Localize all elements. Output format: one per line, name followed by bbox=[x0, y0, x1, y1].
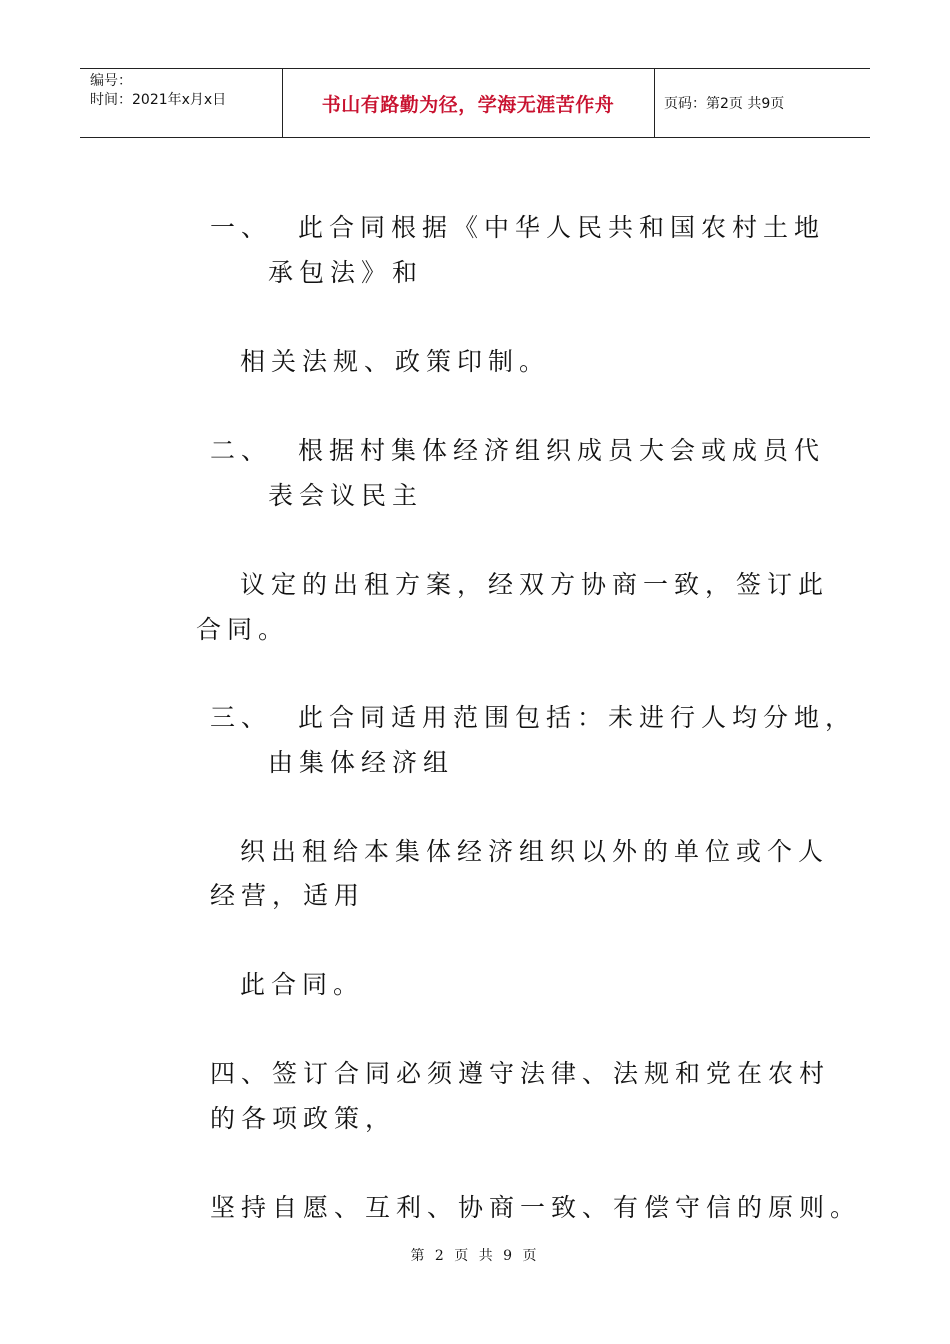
header-slogan: 书山有路勤为径，学海无涯苦作舟 bbox=[321, 93, 615, 116]
header-page-cell bbox=[654, 69, 870, 137]
clause-3-line-2: 由集体经济组 bbox=[268, 748, 455, 777]
clause-2-line-3: 议定的出租方案，经双方协商一致，签订此 bbox=[240, 570, 830, 599]
clause-4-line-3: 坚持自愿、互利、协商一致、有偿守信的原则。 bbox=[210, 1193, 862, 1222]
clause-3-line-4: 经营，适用 bbox=[210, 881, 366, 910]
clause-1-marker: 一、 bbox=[210, 213, 273, 242]
clause-3-marker: 三、 bbox=[210, 703, 273, 732]
page-footer: 第 2 页 共 9 页 bbox=[410, 1248, 540, 1264]
clause-2-line-4: 合同。 bbox=[196, 615, 290, 644]
header-slogan-cell bbox=[282, 69, 655, 137]
clause-3-line-1: 此合同适用范围包括：未进行人均分地， bbox=[298, 703, 857, 732]
document-header bbox=[80, 68, 870, 138]
clause-4-line-2: 的各项政策， bbox=[210, 1104, 397, 1133]
document-time-label: 时间：2021年x月x日 bbox=[90, 92, 227, 108]
document-number-label: 编号： bbox=[90, 73, 132, 89]
clause-2-marker: 二、 bbox=[210, 436, 273, 465]
header-page-number: 页码：第2页 共9页 bbox=[664, 96, 785, 112]
header-meta-cell bbox=[80, 69, 283, 137]
clause-4-line-1: 四、签订合同必须遵守法律、法规和党在农村 bbox=[210, 1059, 831, 1088]
clause-3-line-5: 此合同。 bbox=[240, 970, 365, 999]
clause-2-line-2: 表会议民主 bbox=[268, 481, 424, 510]
clause-2-line-1: 根据村集体经济组织成员大会或成员代 bbox=[298, 436, 826, 465]
clause-3-line-3: 织出租给本集体经济组织以外的单位或个人 bbox=[240, 837, 830, 866]
clause-1-line-3: 相关法规、政策印制。 bbox=[240, 347, 551, 376]
clause-1-line-2: 承包法》和 bbox=[268, 258, 424, 287]
clause-1-line-1: 此合同根据《中华人民共和国农村土地 bbox=[298, 213, 826, 242]
